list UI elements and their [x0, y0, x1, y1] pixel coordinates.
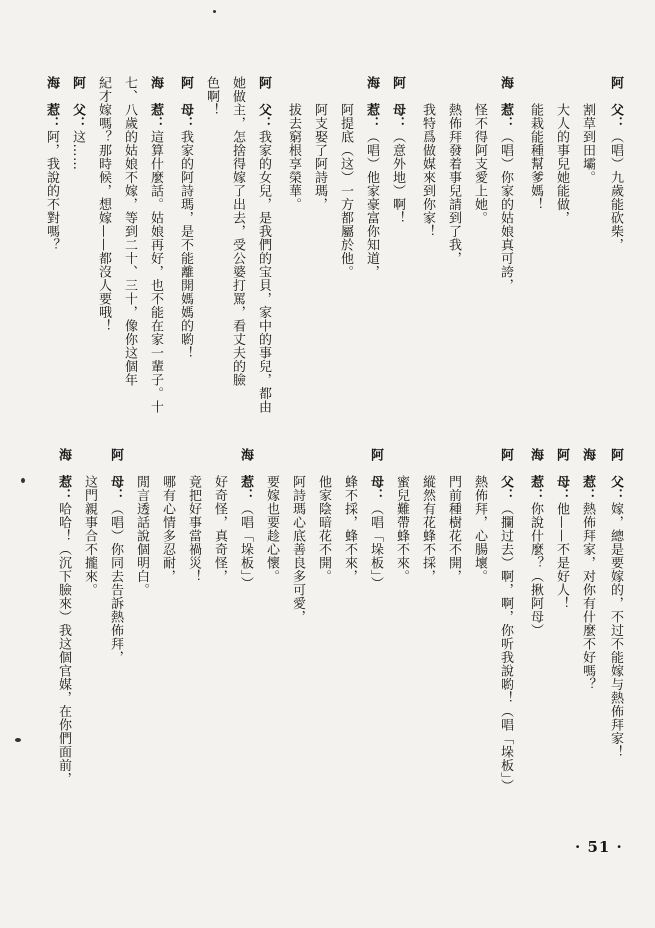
dialogue-text: 哪有心情多忍耐， — [160, 448, 175, 583]
dialogue-text: 蜂不採，蜂不來， — [342, 448, 357, 583]
speaker-label: 阿 母： — [390, 76, 405, 130]
dialogue-text: 他——不是好人！ — [554, 502, 569, 610]
dialogue-text: 我家的女兒，是我們的宝貝，家中的事兒，都由 — [256, 130, 271, 414]
dialogue-text: 熱佈拜，心腸壞。 — [472, 448, 487, 583]
speaker-label: 阿 母： — [108, 448, 123, 502]
text-column — [337, 76, 353, 279]
text-column — [341, 448, 357, 583]
dialogue-text: 能栽能種幫爹媽！ — [528, 76, 543, 211]
text-column — [553, 76, 569, 225]
speaker-label: 阿 父： — [70, 76, 85, 130]
speaker-label: 阿 父： — [256, 76, 271, 130]
dialogue-text: （意外地）啊！ — [390, 130, 405, 225]
dialogue-text: 阿提底（这）一方都屬於他。 — [338, 76, 353, 279]
speaker-label: 海 惹： — [148, 76, 163, 130]
text-column — [159, 448, 175, 583]
speaker-label: 海 惹： — [238, 448, 253, 502]
dialogue-text: 阿，我說的不對嗎？ — [44, 130, 59, 252]
text-column — [367, 448, 383, 590]
text-column — [255, 76, 271, 414]
text-column — [471, 448, 487, 583]
dialogue-text: （唱「垛板」） — [238, 502, 253, 590]
dialogue-text: 蜜兒難帶蜂不來。 — [394, 448, 409, 583]
dialogue-text: 阿詩瑪心底善良多可愛， — [290, 448, 305, 624]
dialogue-text: 這算什麼話。姑娘再好，也不能在家一輩子。十 — [148, 130, 163, 414]
text-column — [185, 448, 201, 583]
dialogue-text: 我家的阿詩瑪，是不能離開媽媽的喲！ — [178, 130, 193, 360]
text-column — [211, 448, 227, 583]
dialogue-text: 这門親事合不攏來。 — [82, 448, 97, 597]
text-column — [363, 76, 379, 279]
speaker-label: 海 惹： — [56, 448, 71, 502]
dialogue-text: 怪不得阿支愛上她。 — [472, 76, 487, 225]
speaker-label: 阿 父： — [608, 448, 623, 502]
text-column — [95, 76, 111, 333]
dialogue-text: 哈哈！（沉下臉來）我这個官媒，在你們面前， — [56, 502, 71, 786]
text-column — [527, 448, 543, 637]
text-column — [389, 76, 405, 225]
text-column — [285, 76, 301, 211]
speaker-label: 海 惹： — [580, 448, 595, 502]
text-column — [237, 448, 253, 590]
dialogue-text: 大人的事兒她能做， — [554, 76, 569, 225]
dialogue-text: 閒言透話說個明白。 — [134, 448, 149, 597]
text-column — [55, 448, 71, 786]
speaker-label: 阿 父： — [498, 448, 513, 502]
dialogue-text: 竟把好事當禍災！ — [186, 448, 201, 583]
text-column — [177, 76, 193, 360]
speaker-label: 海 惹： — [364, 76, 379, 130]
dialogue-text: 七、八歲的姑娘不嫁，等到二十、三十，像你这個年 — [122, 76, 137, 387]
dialogue-text: 割草到田壩。 — [580, 76, 595, 184]
ink-speck — [21, 478, 25, 483]
text-column — [69, 76, 85, 171]
dialogue-text: 她做主，怎捨得嫁了出去，受公婆打罵，看丈夫的臉 — [230, 76, 245, 387]
text-column — [289, 448, 305, 624]
speaker-label: 阿 母： — [178, 76, 193, 130]
dialogue-text: （攔过去）啊，啊，你听我說喲！（唱「垛板」） — [498, 502, 513, 793]
dialogue-text: 嫁，總是要嫁的，不过不能嫁与熱佈拜家！ — [608, 502, 623, 759]
dialogue-text: （唱）你同去告訴熱佈拜， — [108, 502, 123, 664]
text-column — [497, 76, 513, 292]
dialogue-text: 門前種樹花不開， — [446, 448, 461, 583]
dialogue-text: （唱）九歲能砍柴， — [608, 130, 623, 252]
text-column — [315, 448, 331, 583]
text-column — [147, 76, 163, 414]
text-column — [203, 76, 219, 117]
text-column — [419, 448, 435, 583]
text-column — [43, 76, 59, 252]
text-column — [579, 448, 595, 691]
dialogue-text: 好奇怪，真奇怪， — [212, 448, 227, 583]
dialogue-text: （唱）你家的姑娘真可誇， — [498, 130, 513, 292]
ink-speck — [15, 738, 21, 742]
dialogue-text: 縱然有花蜂不採， — [420, 448, 435, 583]
dialogue-text: 熱佈拜家，对你有什麼不好嗎？ — [580, 502, 595, 691]
speaker-label: 阿 母： — [368, 448, 383, 502]
text-column — [553, 448, 569, 610]
speaker-label: 海 惹： — [44, 76, 59, 130]
dialogue-text: 他家陰暗花不開。 — [316, 448, 331, 583]
text-column — [579, 76, 595, 184]
dialogue-text: 我特爲做媒來到你家！ — [420, 76, 435, 238]
ink-speck — [213, 10, 216, 13]
dialogue-text: 你說什麼？（揪阿母） — [528, 502, 543, 637]
text-column — [471, 76, 487, 225]
text-column — [607, 448, 623, 759]
text-column — [445, 448, 461, 583]
text-column — [419, 76, 435, 238]
dialogue-text: 要嫁也要趁心懷。 — [264, 448, 279, 583]
text-column — [497, 448, 513, 793]
dialogue-text: 色啊！ — [204, 76, 219, 117]
dialogue-text: 紀才嫁嗎？那時候，想嫁——都沒人要哦！ — [96, 76, 111, 333]
text-column — [107, 448, 123, 664]
text-column — [121, 76, 137, 387]
speaker-label: 海 惹： — [528, 448, 543, 502]
text-column — [607, 76, 623, 252]
text-column — [81, 448, 97, 597]
dialogue-text: 这…… — [70, 130, 85, 171]
dialogue-text: （唱）他家豪富你知道， — [364, 130, 379, 279]
dialogue-text: （唱「垛板」） — [368, 502, 383, 590]
text-column — [445, 76, 461, 265]
text-column — [527, 76, 543, 211]
speaker-label: 阿 母： — [554, 448, 569, 502]
text-column — [263, 448, 279, 583]
text-column — [393, 448, 409, 583]
dialogue-text: 阿支娶了阿詩瑪， — [312, 76, 327, 211]
text-column — [229, 76, 245, 387]
page-number: · 51 · — [575, 838, 623, 856]
text-column — [311, 76, 327, 211]
speaker-label: 阿 父： — [608, 76, 623, 130]
dialogue-text: 拔去窮根享榮華。 — [286, 76, 301, 211]
speaker-label: 海 惹： — [498, 76, 513, 130]
text-column — [133, 448, 149, 597]
dialogue-text: 熱佈拜發着事兒請到了我， — [446, 76, 461, 265]
